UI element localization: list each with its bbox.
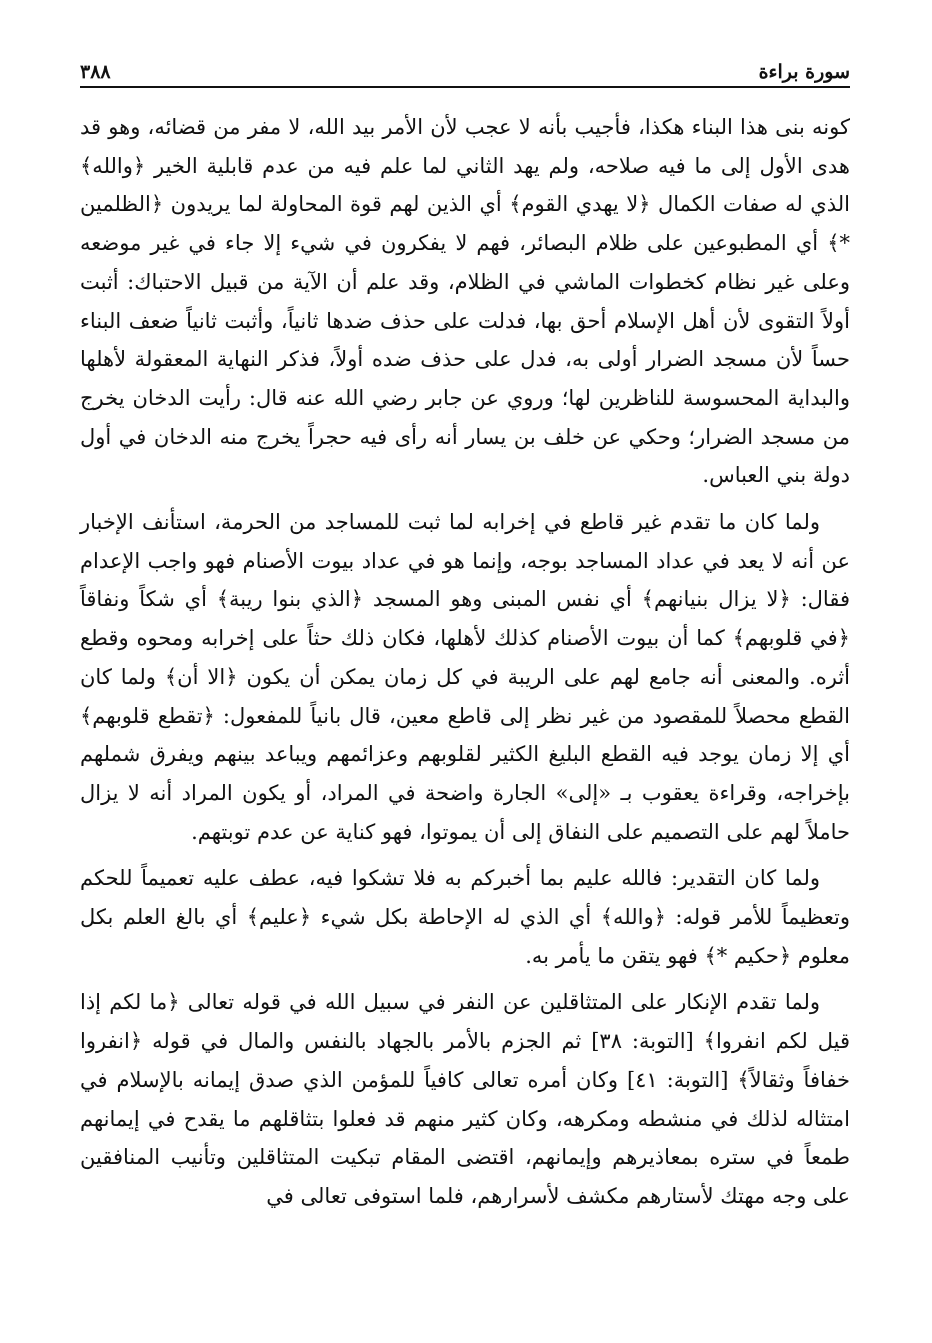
paragraph-1: كونه بنى هذا البناء هكذا، فأجيب بأنه لا عجب لأن الأمر بيد الله، لا مفر من قضائه، وهو قد هدى الأول إلى ما فيه صلاحه، ولم يهد الثاني لما علم فيه من عدم قابلية الخير ﴿والله﴾ الذي له صفات الكمال ﴿لا يهدي القوم﴾ أي الذين لهم قوة المحاولة لما يريدون ﴿الظلمين *﴾ أي المطبوعين على ظلام البصائر، فهم لا يفكرون في شيء إلا جاء في غير موضعه وعلى غير نظام كخطوات الماشي في الظلام، وقد علم أن الآية من قبيل الاحتباك: أثبت أولاً التقوى لأن أهل الإسلام أحق بها، فدلت على حذف ضدها ثانياً، وأثبت ثانياً ضعف البناء حساً لأن مسجد الضرار أولى به، فدل على حذف ضده أولاً، فذكر النهاية المعقولة لأهلها والبداية المحسوسة للناظرين لها؛ وروي عن جابر رضي الله عنه قال: رأيت الدخان يخرج من مسجد الضرار؛ وحكي عن خلف بن يسار أنه رأى فيه حجراً يخرج منه الدخان في أول دولة بني العباس.: [80, 115, 850, 488]
surah-title: سورة براءة: [758, 61, 850, 83]
page-header: [80, 58, 850, 88]
page-body: [80, 108, 850, 1224]
paragraph-3: ولما كان التقدير: فالله عليم بما أخبركم به فلا تشكوا فيه، عطف عليه تعميماً للحكم وتعظيماً للأمر قوله: ﴿والله﴾ أي الذي له الإحاطة بكل شيء ﴿عليم﴾ أي بالغ العلم بكل معلوم ﴿حكيم *﴾ فهو يتقن ما يأمر به.: [80, 866, 850, 968]
paragraph-2: ولما كان ما تقدم غير قاطع في إخرابه لما ثبت للمساجد من الحرمة، استأنف الإخبار عن أنه لا يعد في عداد المساجد بوجه، وإنما هو في عداد بيوت الأصنام فهو واجب الإعدام فقال: ﴿لا يزال بنيانهم﴾ أي نفس المبنى وهو المسجد ﴿الذي بنوا ريبة﴾ أي شكاً ونفاقاً ﴿في قلوبهم﴾ كما أن بيوت الأصنام كذلك لأهلها، فكان ذلك حثاً على إخرابه ومحوه وقطع أثره. والمعنى أنه جامع لهم على الريبة في كل زمان يمكن أن يكون ﴿الا أن﴾ ولما كان القطع محصلاً للمقصود من غير نظر إلى قاطع معين، قال بانياً للمفعول: ﴿تقطع قلوبهم﴾ أي إلا زمان يوجد فيه القطع البليغ الكثير لقلوبهم وعزائمهم ويباعد بينهم ويفرق شملهم بإخراجه، وقراءة يعقوب بـ «إلى» الجارة واضحة في المراد، أو يكون المراد أنه لا يزال حاملاً لهم على التصميم على النفاق إلى أن يموتوا، فهو كناية عن عدم توبتهم.: [80, 510, 850, 844]
paragraph-4: ولما تقدم الإنكار على المتثاقلين عن النفر في سبيل الله في قوله تعالى ﴿ما لكم إذا قيل لكم انفروا﴾ [التوبة: ٣٨] ثم الجزم بالأمر بالجهاد بالنفس والمال في قوله ﴿انفروا خفافاً وثقالاً﴾ [التوبة: ٤١] وكان أمره تعالى كافياً للمؤمن الذي صدق إيمانه بالإسلام في امتثاله لذلك في منشطه ومكرهه، وكان كثير منهم قد فعلوا بتثاقلهم ما يقدح في إيمانهم طمعاً في ستره بمعاذيرهم وإيمانهم، اقتضى المقام تبكيت المتثاقلين وتأنيب المنافقين على وجه مهتك لأستارهم مكشف لأسرارهم، فلما استوفى تعالى في: [80, 990, 850, 1208]
page-number: ٣٨٨: [80, 61, 111, 83]
